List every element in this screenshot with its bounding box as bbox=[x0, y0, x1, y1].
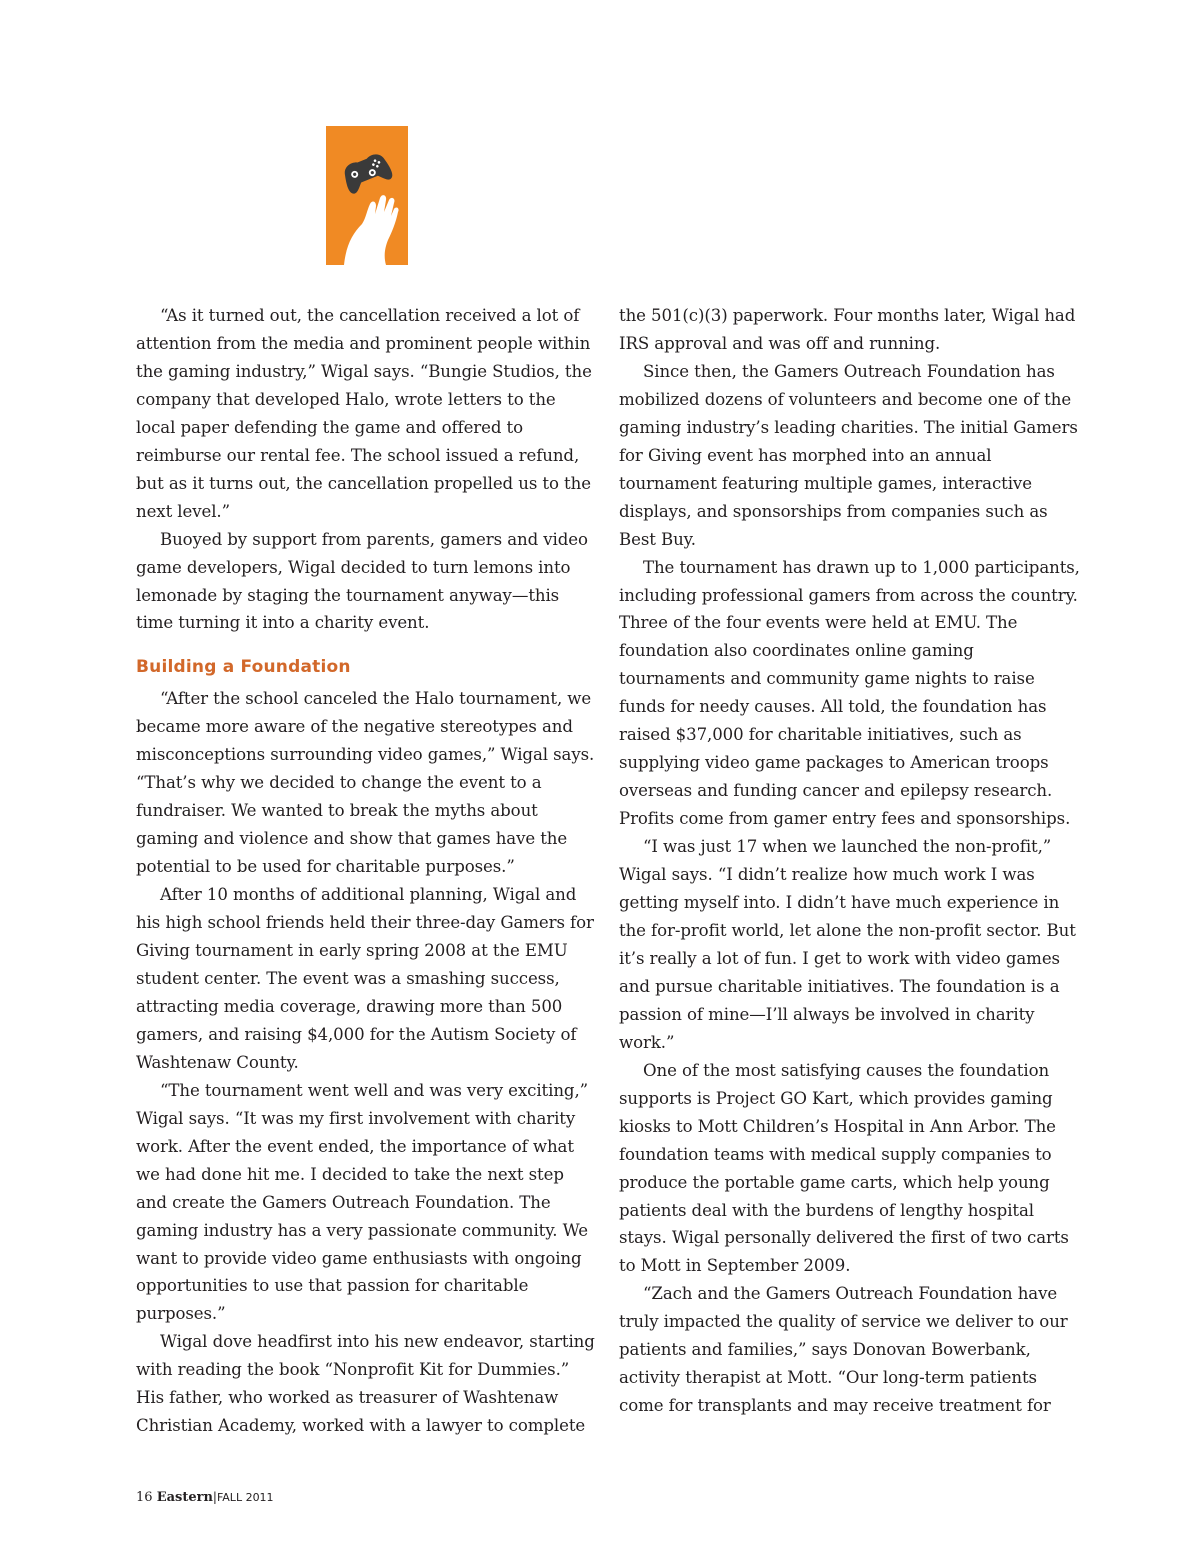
paragraph: “I was just 17 when we launched the non-profit,” Wigal says. “I didn’t realize how much work I was getting myself into. I didn’t have much experience in the for-profit world, let alone the non-profit sector. But it’s really a lot of fun. I get to work with video games and pursue charitable initiatives. The foundation is a passion of mine—I’ll always be involved in charity work.” bbox=[619, 837, 1076, 1052]
paragraph: Buoyed by support from parents, gamers and video game developers, Wigal decided to turn lemons into lemonade by staging the tournament anyway—this time turning it into a charity event. bbox=[136, 529, 588, 633]
paragraph: “As it turned out, the cancellation received a lot of attention from the media and prominent people within the gaming industry,” Wigal says. “Bungie Studios, the company that developed Halo, wrote letters to the local paper defending the game and offered to reimburse our rental fee. The school issued a refund, but as it turns out, the cancellation propelled us to the next level.” bbox=[136, 306, 592, 521]
paragraph: the 501(c)(3) paperwork. Four months later, Wigal had IRS approval and was off and running. bbox=[619, 306, 1076, 353]
paragraph: “After the school canceled the Halo tournament, we became more aware of the negative stereotypes and misconceptions surrounding video games,” Wigal says. “That’s why we decided to change the event to a fundraiser. We wanted to break the myths about gaming and violence and show that games have the potential to be used for charitable purposes.” bbox=[136, 689, 595, 877]
paragraph: After 10 months of additional planning, Wigal and his high school friends held their three-day Gamers for Giving tournament in early spring 2008 at the EMU student center. The event was a smashing success, attracting media coverage, drawing more than 500 gamers, and raising $4,000 for the Autism Society of Washtenaw County. bbox=[136, 885, 594, 1072]
paragraph: Wigal dove headfirst into his new endeavor, starting with reading the book “Nonprofit Kit for Dummies.” His father, who worked as treasurer of Washtenaw Christian Academy, worked with a lawyer to complete bbox=[136, 1332, 595, 1436]
issue-season: FALL 2011 bbox=[216, 1491, 274, 1504]
paragraph: One of the most satisfying causes the foundation supports is Project GO Kart, which provides gaming kiosks to Mott Children’s Hospital in Ann Arbor. The foundation teams with medical supply companies to produce the portable game carts, which help young patients deal with the burdens of lengthy hospital stays. Wigal personally delivered the first of two carts to Mott in September 2009. bbox=[619, 1060, 1069, 1276]
right-column bbox=[619, 302, 1081, 1420]
page-number: 16 bbox=[136, 1490, 153, 1505]
section-heading: Building a Foundation bbox=[136, 657, 351, 678]
paragraph: “The tournament went well and was very exciting,” Wigal says. “It was my first involvement with charity work. After the event ended, the importance of what we had done hit me. I decided to take the next step and create the Gamers Outreach Foundation. The gaming industry has a very passionate community. We want to provide video game enthusiasts with ongoing opportunities to use that passion for charitable purposes.” bbox=[136, 1080, 589, 1324]
footer-separator: | bbox=[212, 1490, 217, 1504]
left-column bbox=[136, 302, 598, 1440]
page-footer bbox=[136, 1488, 274, 1507]
paragraph: The tournament has drawn up to 1,000 participants, including professional gamers from across the country. Three of the four events were held at EMU. The foundation also coordinates online gaming tournaments and community game nights to raise funds for needy causes. All told, the foundation has raised $37,000 for charitable initiatives, such as supplying video game packages to American troops overseas and funding cancer and epilepsy research. Profits come from gamer entry fees and sponsorships. bbox=[619, 557, 1080, 829]
publication-name: Eastern bbox=[156, 1490, 213, 1505]
paragraph: Since then, the Gamers Outreach Foundation has mobilized dozens of volunteers and become one of the gaming industry’s leading charities. The initial Gamers for Giving event has morphed into an annual tournament featuring multiple games, interactive displays, and sponsorships from companies such as Best Buy. bbox=[619, 361, 1078, 549]
paragraph: “Zach and the Gamers Outreach Foundation have truly impacted the quality of service we deliver to our patients and families,” says Donovan Bowerbank, activity therapist at Mott. “Our long-term patients come for transplants and may receive treatment for bbox=[619, 1284, 1068, 1416]
hand-holding-game-controller-icon bbox=[326, 126, 408, 265]
